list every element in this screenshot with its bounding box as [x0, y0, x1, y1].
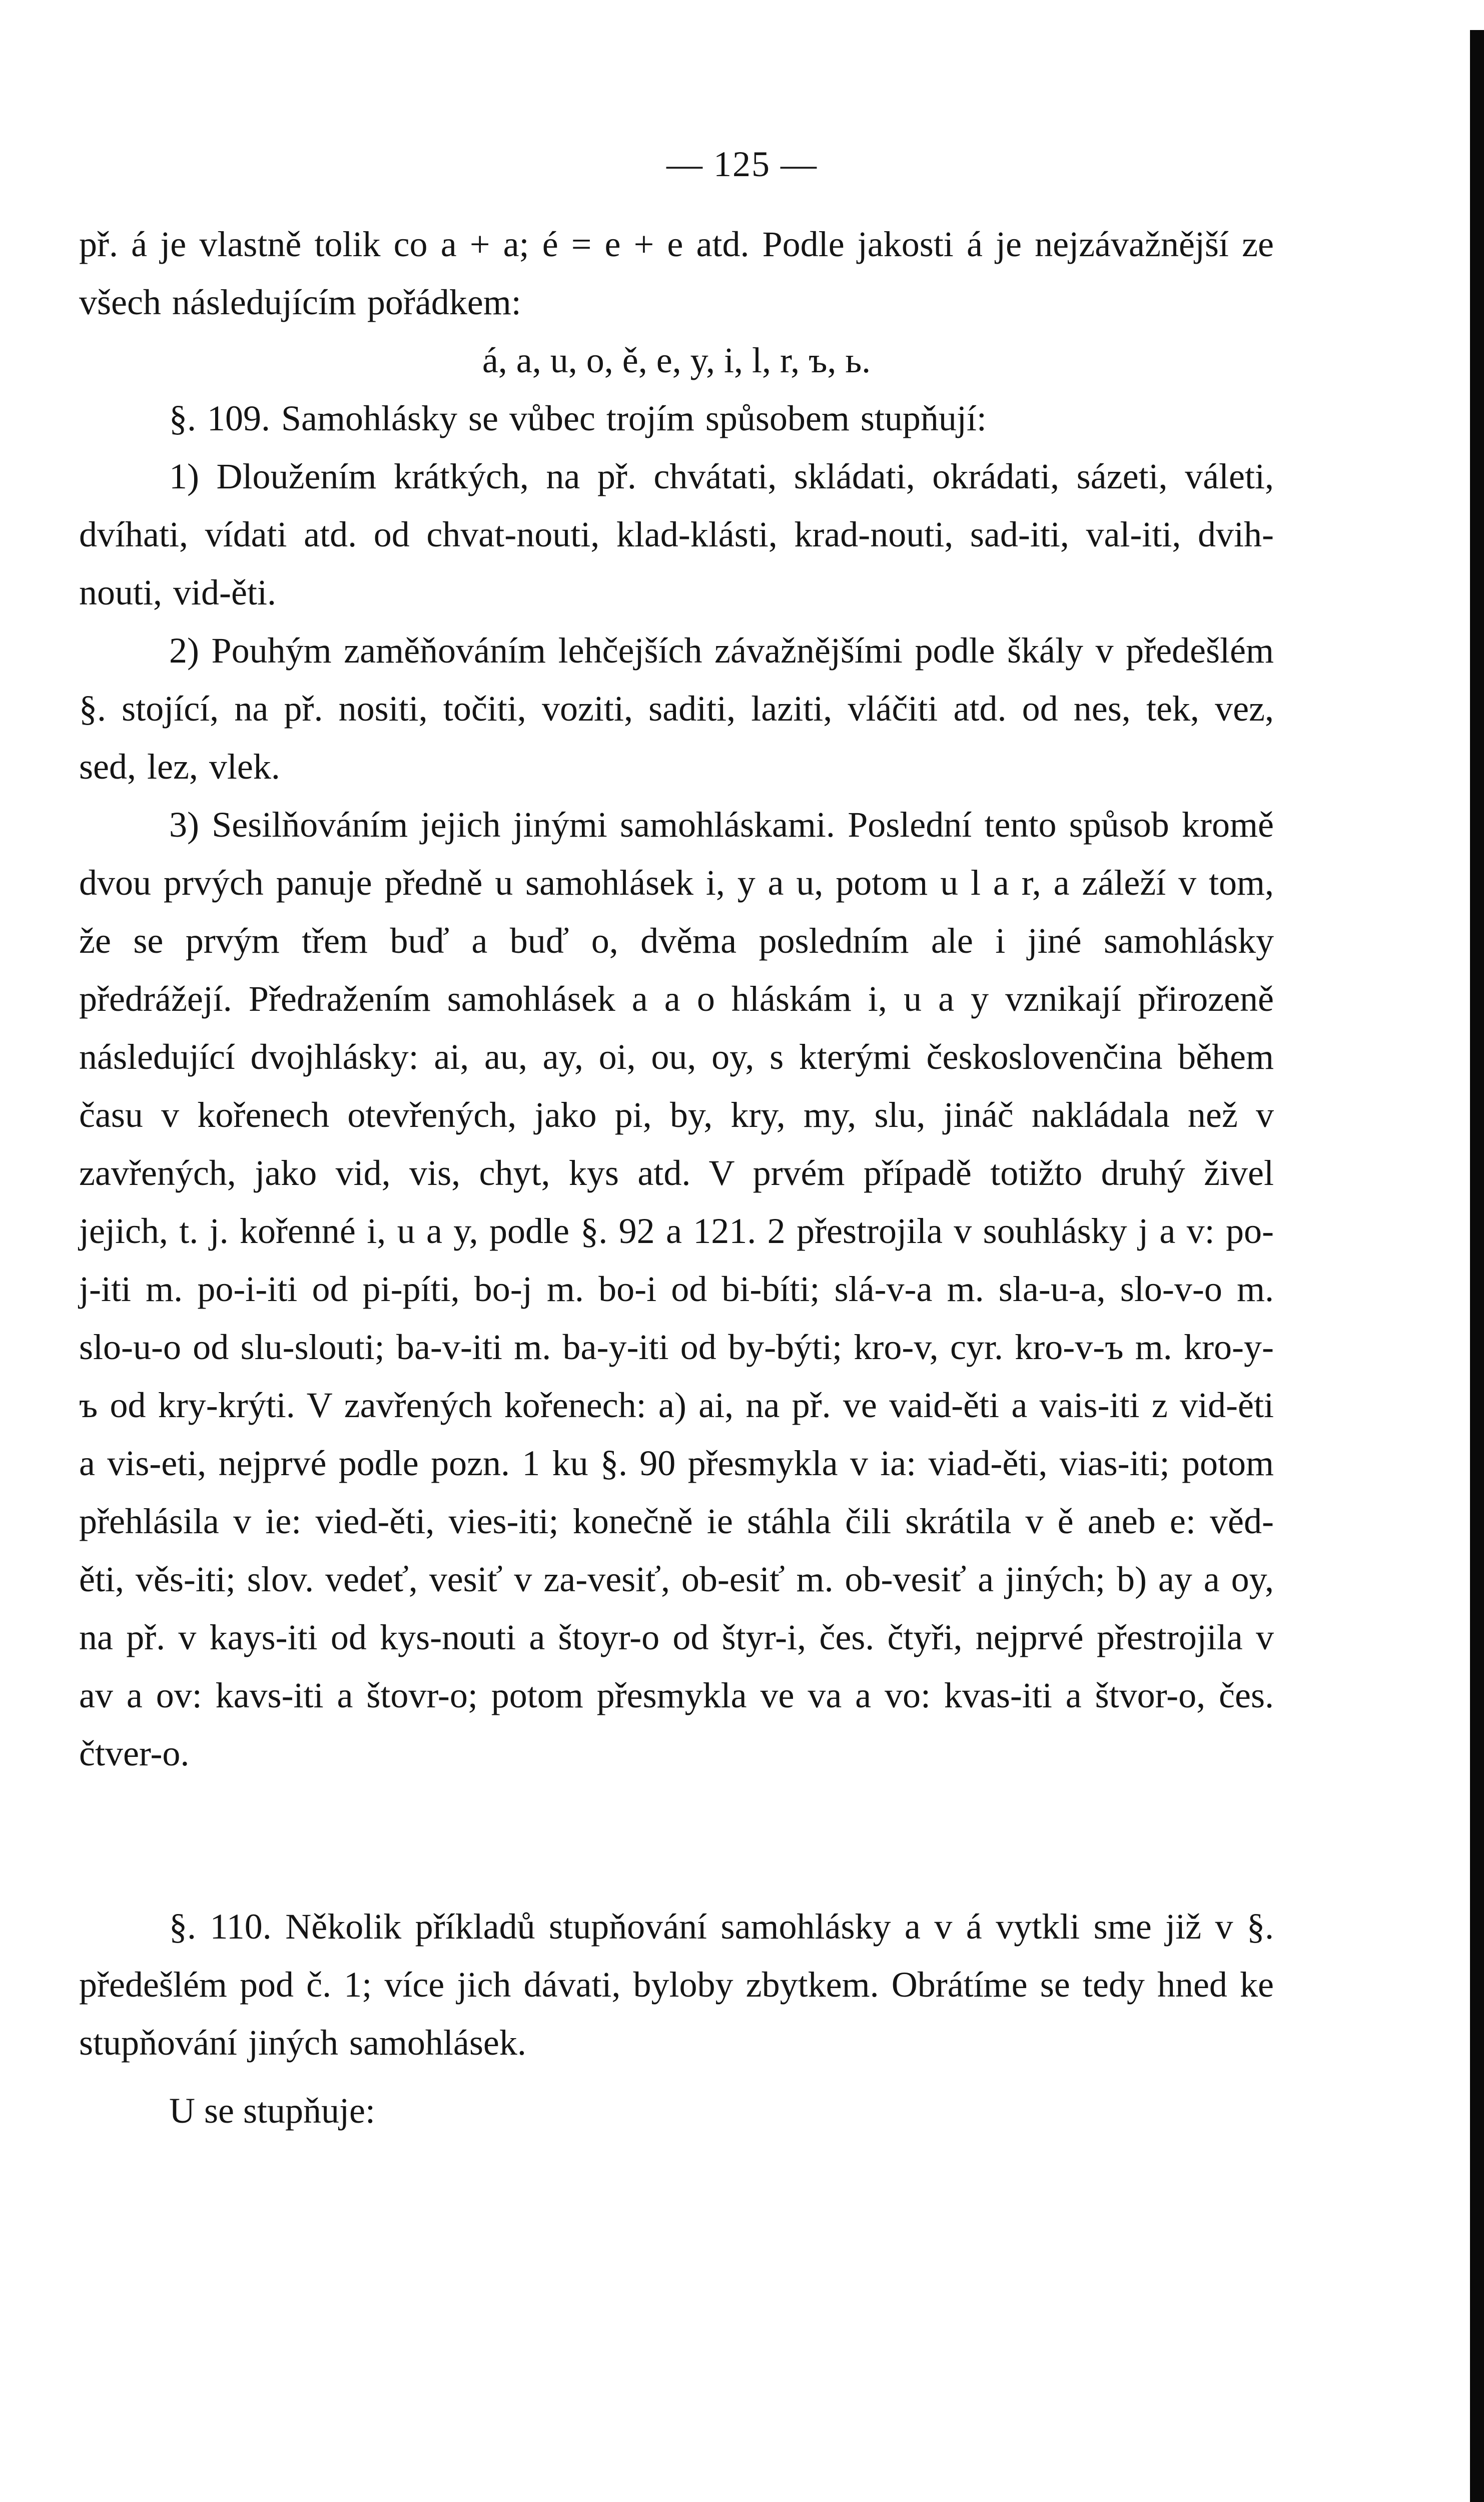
paragraph-spacer: [79, 2072, 1274, 2082]
paragraph-point-3: 3) Sesilňováním jejich jinými samohláskami. Poslední tento spůsob kromě dvou prvých panuje předně u samohlásek i, y a u, potom u l a r, a záleží v tom, že se prvým třem buď a buď o, dvěma posledním ale i jiné samohlásky předrážejí. Předražením samohlásek a a o hláskám i, u a y vznikají přirozeně následující dvojhlásky: ai, au, ay, oi, ou, oy, s kterými českoslovenčina během času v kořenech otevřených, jako pi, by, kry, my, slu, jináč nakládala než v zavřených, jako vid, vis, chyt, kys atd. V prvém případě totižto druhý živel jejich, t. j. kořenné i, u a y, podle §. 92 a 121. 2 přestrojila v souhlásky j a v: po-j-iti m. po-i-iti od pi-píti, bo-j m. bo-i od bi-bíti; slá-v-a m. sla-u-a, slo-v-o m. slo-u-o od slu-slouti; ba-v-iti m. ba-y-iti od by-býti; kro-v, cyr. kro-v-ъ m. kro-y-ъ od kry-krýti. V zavřených kořenech: a) ai, na př. ve vaid-ěti a vais-iti z vid-ěti a vis-eti, nejprvé podle pozn. 1 ku §. 90 přesmykla v ia: viad-ěti, vias-iti; potom přehlásila v ie: vied-ěti, vies-iti; konečně ie stáhla čili skrátila v ě aneb e: věd-ěti, věs-iti; slov. vedeť, vesiť v za-vesiť, ob-esiť m. ob-vesiť a jiných; b) ay a oy, na př. v kays-iti od kys-nouti a štoyr-o od štyr-i, čes. čtyři, nejprvé přestrojila v av a ov: kavs-iti a štovr-o; potom přesmykla ve va a vo: kvas-iti a štvor-o, čes. čtver-o.: [79, 805, 1274, 1773]
paragraph-point-2: 2) Pouhým zaměňováním lehčejších závažnějšími podle škály v předešlém §. stojící, na př. nositi, točiti, voziti, saditi, laziti, vláčiti atd. od nes, tek, vez, sed, lez, vlek.: [79, 631, 1274, 787]
page-number: — 125 —: [666, 144, 818, 184]
section-spacer: [79, 1782, 1274, 1898]
paragraph-intro: př. á je vlastně tolik co a + a; é = e + e atd. Podle jakosti á je nejzávažnější ze všech následujícím pořádkem:: [79, 224, 1274, 322]
page-body: [79, 215, 1274, 2140]
u-stupnuje-line: U se stupňuje:: [169, 2091, 375, 2131]
vowel-scale: á, a, u, o, ě, e, y, i, l, r, ъ, ь.: [482, 340, 871, 380]
paragraph-point-1: 1) Dloužením krátkých, na př. chvátati, skládati, okrádati, sázeti, váleti, dvíhati, vídati atd. od chvat-nouti, klad-klásti, krad-nouti, sad-iti, val-iti, dvih-nouti, vid-ěti.: [79, 456, 1274, 612]
section-110-paragraph: §. 110. Několik příkladů stupňování samohlásky a v á vytkli sme již v §. předešlém pod č. 1; více jich dávati, byloby zbytkem. Obrátíme se tedy hned ke stupňování jiných samohlásek.: [79, 1907, 1274, 2063]
section-109-heading: §. 109. Samohlásky se vůbec trojím spůsobem stupňují:: [169, 398, 987, 438]
